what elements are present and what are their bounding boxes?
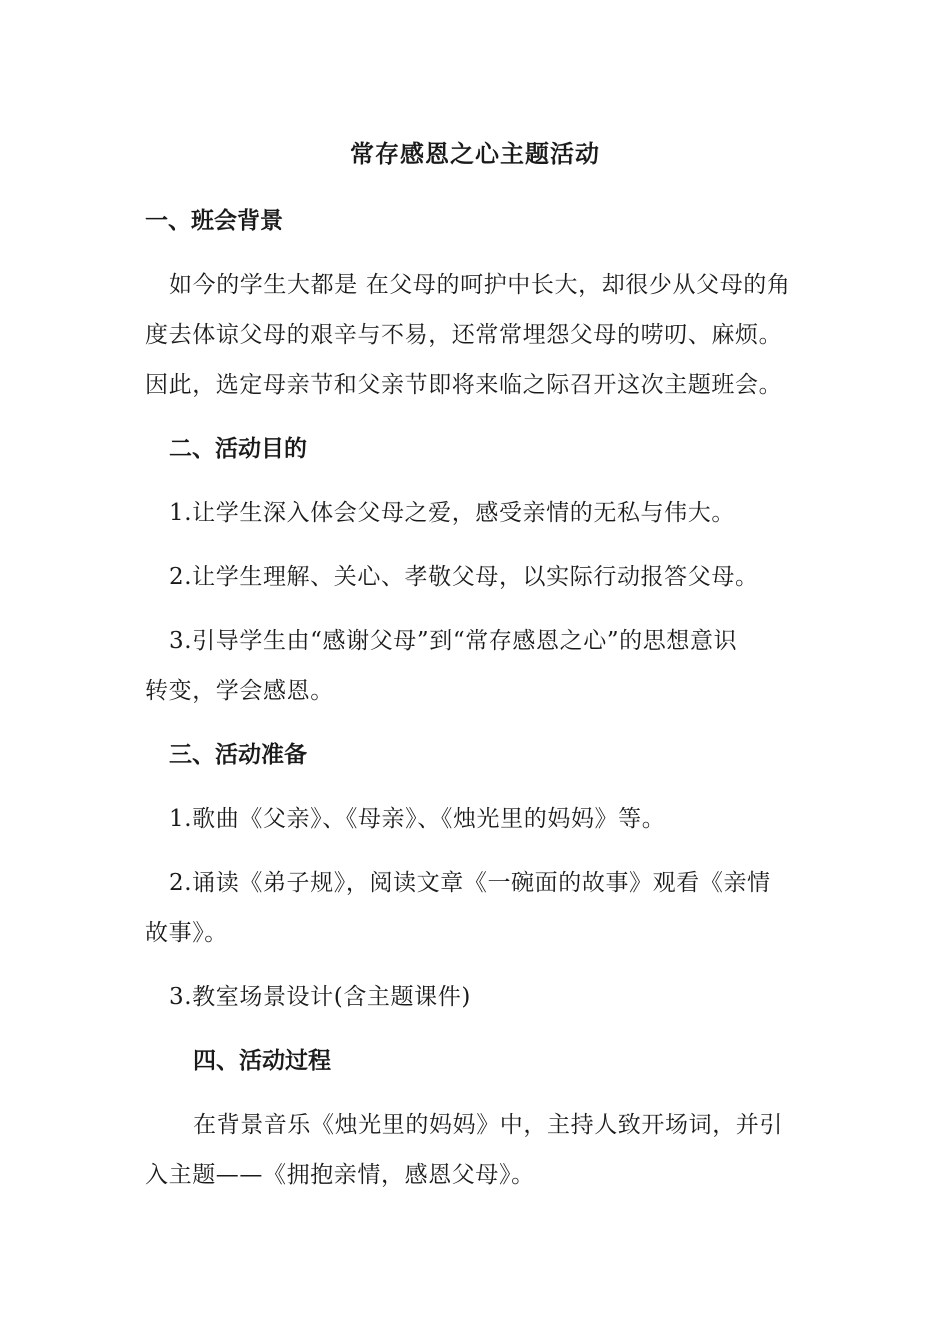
section-heading-background: 一、班会背景 (145, 208, 283, 234)
section-heading-process: 四、活动过程 (193, 1048, 331, 1074)
list-item-continuation: 转变，学会感恩。 (145, 678, 334, 704)
document-title: 常存感恩之心主题活动 (350, 140, 600, 168)
paragraph-line: 入主题——《拥抱亲情，感恩父母》。 (145, 1162, 535, 1188)
list-item: 3.教室场景设计(含主题课件) (169, 984, 471, 1010)
paragraph-line: 在背景音乐《烛光里的妈妈》中，主持人致开场词，并引 (193, 1112, 783, 1138)
list-item-continuation: 故事》。 (145, 920, 228, 946)
list-item: 2.诵读《弟子规》，阅读文章《一碗面的故事》观看《亲情 (169, 870, 771, 896)
paragraph-line: 如今的学生大都是 在父母的呵护中长大，却很少从父母的角 (169, 272, 791, 298)
section-heading-preparation: 三、活动准备 (169, 742, 307, 768)
section-heading-goals: 二、活动目的 (169, 436, 307, 462)
paragraph-line: 度去体谅父母的艰辛与不易，还常常埋怨父母的唠叨、麻烦。 (145, 322, 783, 348)
list-item: 1.歌曲《父亲》、《母亲》、《烛光里的妈妈》等。 (169, 806, 666, 832)
list-item: 1.让学生深入体会父母之爱，感受亲情的无私与伟大。 (169, 500, 735, 526)
paragraph-line: 因此，选定母亲节和父亲节即将来临之际召开这次主题班会。 (145, 372, 783, 398)
list-item: 2.让学生理解、关心、孝敬父母，以实际行动报答父母。 (169, 564, 759, 590)
list-item: 3.引导学生由“感谢父母”到“常存感恩之心”的思想意识 (169, 628, 738, 654)
